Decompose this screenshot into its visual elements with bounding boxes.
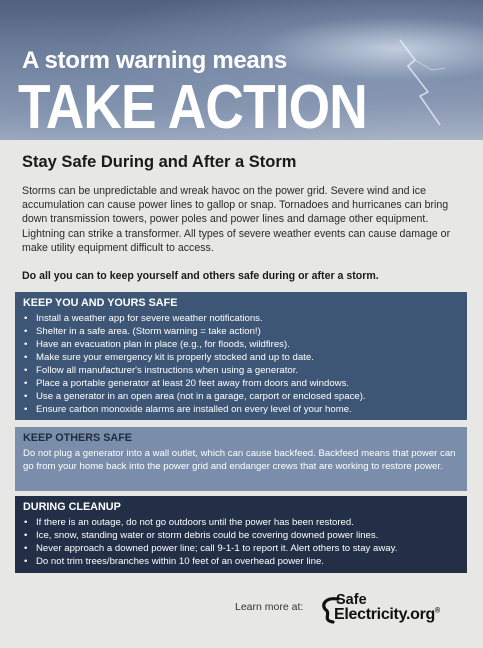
backfeed-paragraph: Do not plug a generator into a wall outlet, which can cause backfeed. Backfeed means that power can go from your home back into the power grid and endanger crews that are working to restore power. (23, 448, 456, 472)
list-item: • Never approach a downed power line; call 9-1-1 to report it. Alert others to stay away. (36, 542, 459, 555)
list-item: • Do not trim trees/branches within 10 feet of an overhead power line. (36, 555, 459, 568)
list-item: • Make sure your emergency kit is properly stocked and up to date. (36, 351, 459, 364)
cleanup-list (23, 516, 459, 568)
box-title: DURING CLEANUP (23, 501, 121, 513)
callout-text: Do all you can to keep yourself and others safe during or after a storm. (22, 270, 379, 283)
list-item: • Place a portable generator at least 20 feet away from doors and windows. (36, 377, 459, 390)
safe-electricity-logo[interactable] (318, 592, 468, 624)
during-cleanup-box (15, 496, 467, 573)
list-item: • Follow all manufacturer's instructions when using a generator. (36, 364, 459, 377)
box-title: KEEP YOU AND YOURS SAFE (23, 297, 178, 309)
list-item: • Shelter in a safe area. (Storm warning = take action!) (36, 325, 459, 338)
list-item: • Install a weather app for severe weather notifications. (36, 312, 459, 325)
box-title: KEEP OTHERS SAFE (23, 432, 132, 444)
logo-word-safe: Safe (336, 592, 367, 608)
intro-section (22, 152, 470, 283)
list-item: • If there is an outage, do not go outdoors until the power has been restored. (36, 516, 459, 529)
list-item: • Use a generator in an open area (not in a garage, carport or enclosed space). (36, 390, 459, 403)
registered-mark: ® (435, 607, 440, 615)
list-item: • Have an evacuation plan in place (e.g., for floods, wildfires). (36, 338, 459, 351)
section-heading: Stay Safe During and After a Storm (22, 153, 297, 171)
hero-title: TAKE ACTION (18, 73, 367, 142)
logo-word-electricity: Electricity.org® (334, 606, 440, 623)
learn-more-label: Learn more at: (235, 601, 304, 613)
intro-paragraph: Storms can be unpredictable and wreak havoc on the power grid. Severe wind and ice accumulation can cause power lines to gallop or snap. Tornadoes and hurricanes can bring down transmission towers, power poles and power lines and damage other equipment. Lightning can strike a transformer. All types of severe weather events can cause damage or make utility equipment difficult to access. (22, 185, 451, 254)
keep-others-safe-box (15, 427, 467, 491)
storm-hero-banner (0, 0, 483, 140)
keep-you-safe-box (15, 292, 467, 420)
list-item: • Ice, snow, standing water or storm debris could be covering downed power lines. (36, 529, 459, 542)
hero-subtitle: A storm warning means (22, 47, 287, 74)
list-item: • Ensure carbon monoxide alarms are installed on every level of your home. (36, 403, 459, 416)
safety-list (23, 312, 459, 416)
